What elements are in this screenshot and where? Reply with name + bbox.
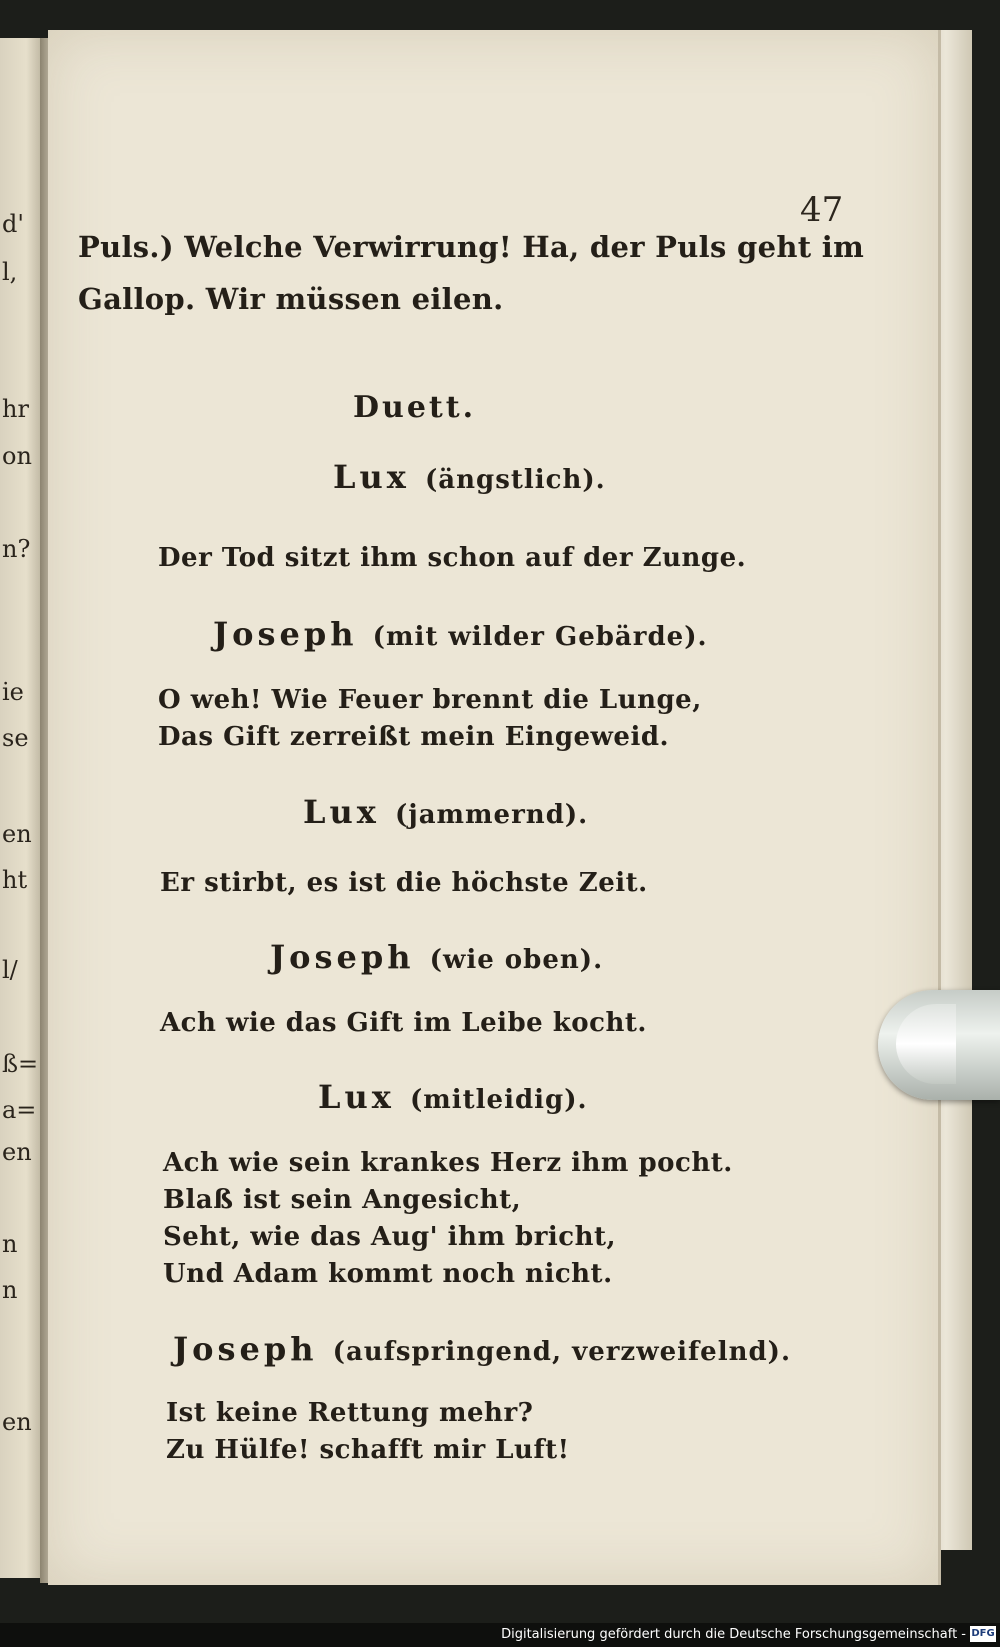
prose-line: Puls.) Welche Verwirrung! Ha, der Puls geht im <box>78 230 865 264</box>
speaker-name: Lux <box>303 793 380 831</box>
speaker-name: Joseph <box>270 938 415 976</box>
speaker-line <box>333 458 606 496</box>
left-page-fragment: en <box>2 1408 32 1436</box>
speaker-name: Lux <box>333 458 410 496</box>
verse-line: Blaß ist sein Angesicht, <box>163 1185 522 1215</box>
page-clip-highlight <box>896 1004 956 1084</box>
stage-direction: (ängstlich). <box>424 465 606 495</box>
stage-direction: (mitleidig). <box>409 1085 588 1115</box>
left-page-fragment: se <box>2 724 29 752</box>
page-number: 47 <box>800 190 844 230</box>
page-clip <box>878 990 1000 1100</box>
verse-line: Das Gift zerreißt mein Eingeweid. <box>158 722 670 752</box>
left-page-edge <box>0 38 44 1578</box>
stage-direction: (jammernd). <box>394 800 589 830</box>
digitization-credit: Digitalisierung gefördert durch die Deutsche Forschungsgemeinschaft - <box>501 1627 966 1642</box>
verse-line: Er stirbt, es ist die höchste Zeit. <box>160 868 648 898</box>
speaker-line <box>270 938 603 976</box>
speaker-line <box>303 793 588 831</box>
dfg-logo: DFG <box>970 1626 996 1642</box>
stage-direction: (aufspringend, verzweifelnd). <box>332 1337 792 1367</box>
speaker-name: Joseph <box>213 615 358 653</box>
verse-line: Seht, wie das Aug' ihm bricht, <box>163 1222 617 1252</box>
verse-line: Der Tod sitzt ihm schon auf der Zunge. <box>158 543 747 573</box>
stage-direction: (mit wilder Gebärde). <box>372 622 708 652</box>
speaker-line <box>213 615 708 653</box>
left-page-fragment: ß= <box>2 1050 39 1078</box>
left-page-fragment: ie <box>2 678 24 706</box>
left-page-fragment: en <box>2 1138 32 1166</box>
prose-line: Gallop. Wir müssen eilen. <box>78 282 504 316</box>
stage-direction: (wie oben). <box>429 945 604 975</box>
left-page-fragment: en <box>2 820 32 848</box>
verse-line: Ach wie sein krankes Herz ihm pocht. <box>163 1148 733 1178</box>
left-page-fragment: on <box>2 442 32 470</box>
verse-line: Zu Hülfe! schafft mir Luft! <box>166 1435 570 1465</box>
section-heading: Duett. <box>353 390 477 425</box>
speaker-name: Lux <box>318 1078 395 1116</box>
verse-line: O weh! Wie Feuer brennt die Lunge, <box>158 685 702 715</box>
speaker-line <box>318 1078 588 1116</box>
left-page-fragment: a= <box>2 1096 37 1124</box>
left-page-fragment: n <box>2 1276 18 1304</box>
left-page-fragment: hr <box>2 395 29 423</box>
left-page-fragment: n? <box>2 535 31 563</box>
verse-line: Ist keine Rettung mehr? <box>166 1398 534 1428</box>
speaker-name: Joseph <box>173 1330 318 1368</box>
left-page-fragment: l/ <box>2 956 18 984</box>
verse-line: Ach wie das Gift im Leibe kocht. <box>160 1008 647 1038</box>
speaker-line <box>173 1330 791 1368</box>
right-page <box>48 30 941 1585</box>
verse-line: Und Adam kommt noch nicht. <box>163 1259 613 1289</box>
left-page-fragment: l, <box>2 258 18 286</box>
left-page-fragment: d' <box>2 210 24 238</box>
left-page-fragment: n <box>2 1230 18 1258</box>
left-page-fragment: ht <box>2 866 28 894</box>
